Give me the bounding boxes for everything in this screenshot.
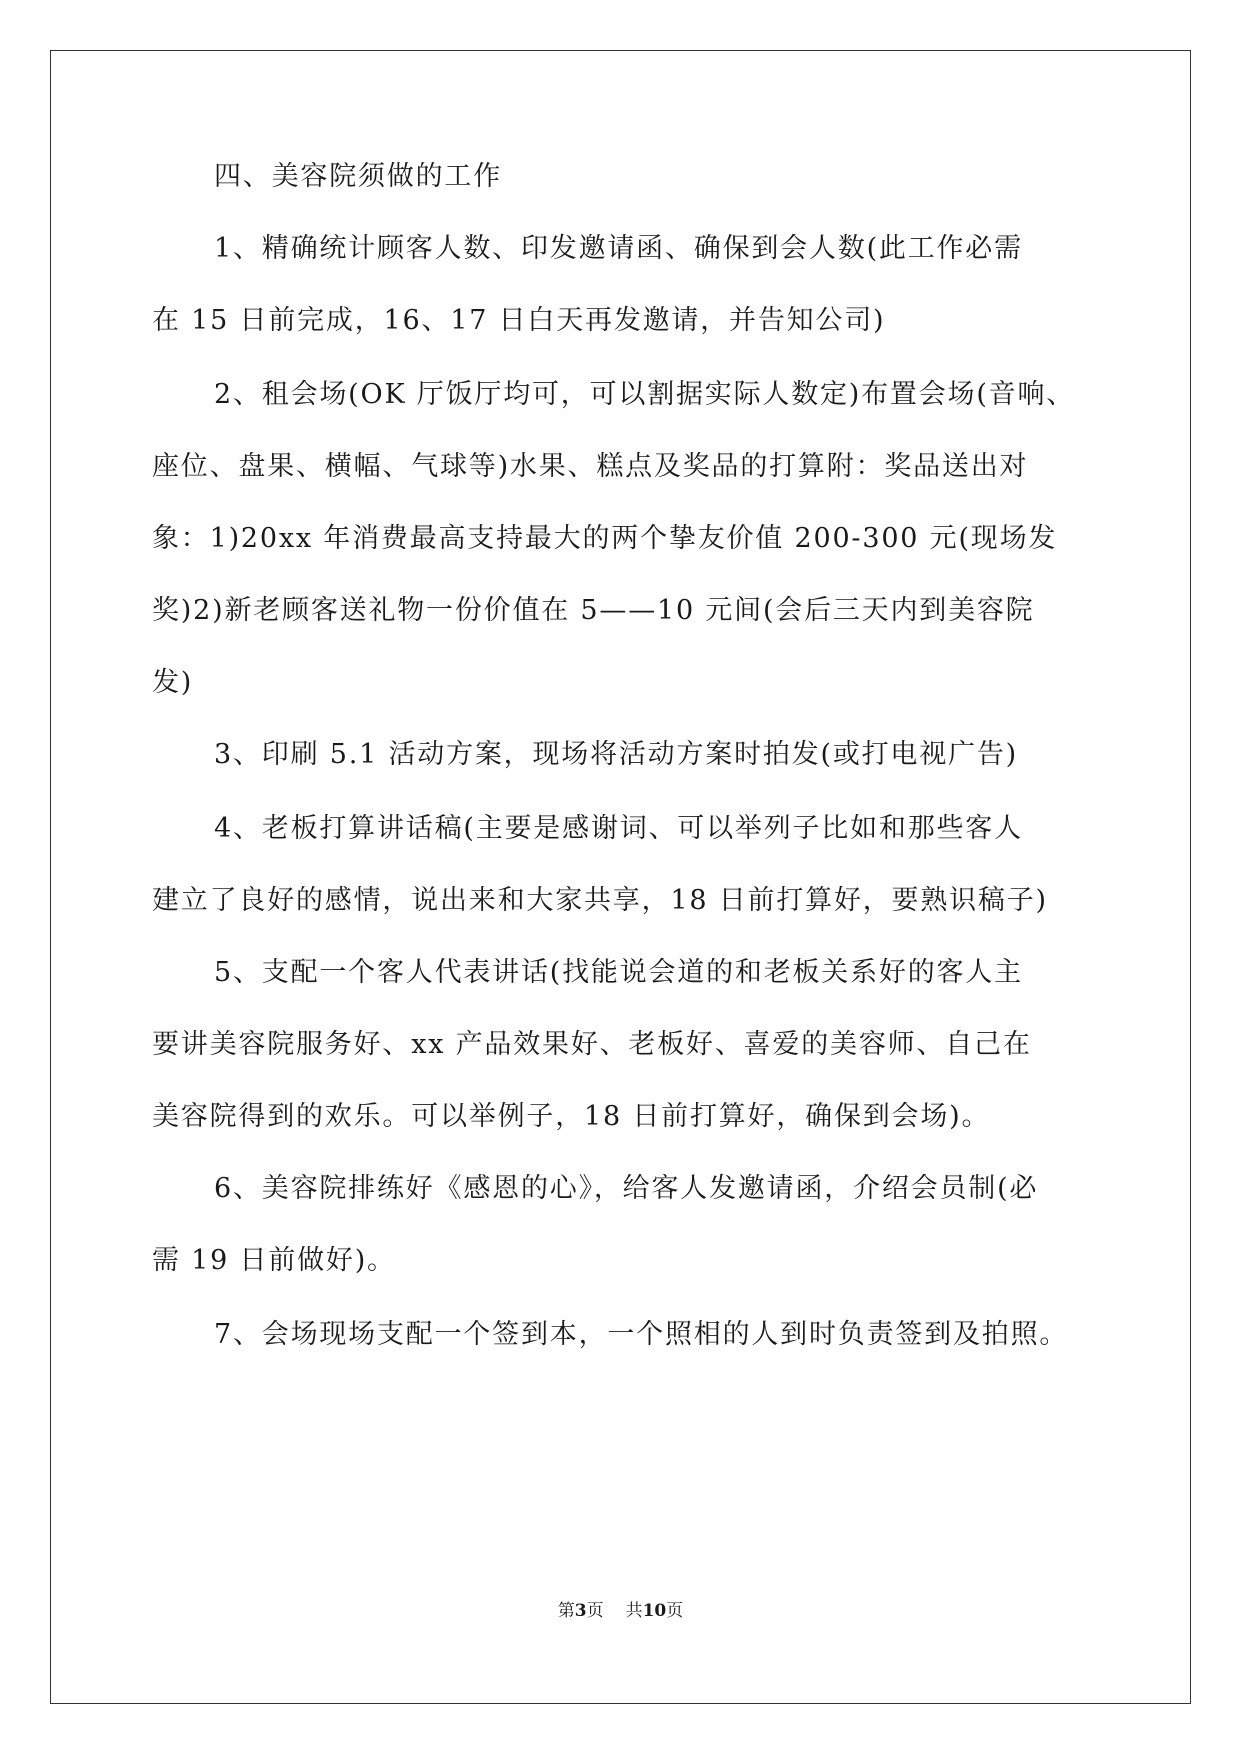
total-prefix: 共 (625, 1601, 643, 1621)
paragraph-line: 1、精确统计顾客人数、印发邀请函、确保到会人数(此工作必需 (214, 233, 1023, 264)
paragraph-line: 奖)2)新老顾客送礼物一份价值在 5——10 元间(会后三天内到美容院 (152, 595, 1035, 626)
paragraph-line: 在 15 日前完成，16、17 日白天再发邀请，并告知公司) (152, 305, 886, 336)
paragraph-line: 美容院得到的欢乐。可以举例子，18 日前打算好，确保到会场)。 (152, 1101, 991, 1132)
paragraph-line: 6、美容院排练好《感恩的心》，给客人发邀请函，介绍会员制(必 (214, 1173, 1039, 1204)
paragraph-line: 发) (152, 667, 194, 698)
total-suffix: 页 (666, 1601, 684, 1621)
page-prefix: 第 (557, 1601, 575, 1621)
page-footer (0, 1600, 1241, 1622)
paragraph-line: 建立了良好的感情，说出来和大家共享，18 日前打算好，要熟识稿子) (152, 885, 1048, 916)
paragraph-line: 象：1)20xx 年消费最高支持最大的两个挚友价值 200-300 元(现场发 (152, 523, 1058, 554)
paragraph-line: 5、支配一个客人代表讲话(找能说会道的和老板关系好的客人主 (214, 957, 1023, 988)
paragraph-line: 需 19 日前做好)。 (152, 1245, 396, 1276)
page-total: 10 (642, 1601, 667, 1621)
section-heading: 四、美容院须做的工作 (214, 161, 502, 192)
paragraph-line: 4、老板打算讲话稿(主要是感谢词、可以举列子比如和那些客人 (214, 813, 1023, 844)
page-border (50, 50, 1191, 1704)
page-current: 3 (574, 1601, 587, 1621)
page-suffix: 页 (586, 1601, 604, 1621)
paragraph-line: 3、印刷 5.1 活动方案，现场将活动方案时拍发(或打电视广告) (214, 739, 1018, 770)
paragraph-line: 要讲美容院服务好、xx 产品效果好、老板好、喜爱的美容师、自己在 (152, 1029, 1032, 1060)
paragraph-line: 7、会场现场支配一个签到本，一个照相的人到时负责签到及拍照。 (214, 1319, 1069, 1350)
paragraph-line: 2、租会场(OK 厅饭厅均可，可以割据实际人数定)布置会场(音响、 (214, 379, 1076, 410)
paragraph-line: 座位、盘果、横幅、气球等)水果、糕点及奖品的打算附：奖品送出对 (152, 451, 1029, 482)
